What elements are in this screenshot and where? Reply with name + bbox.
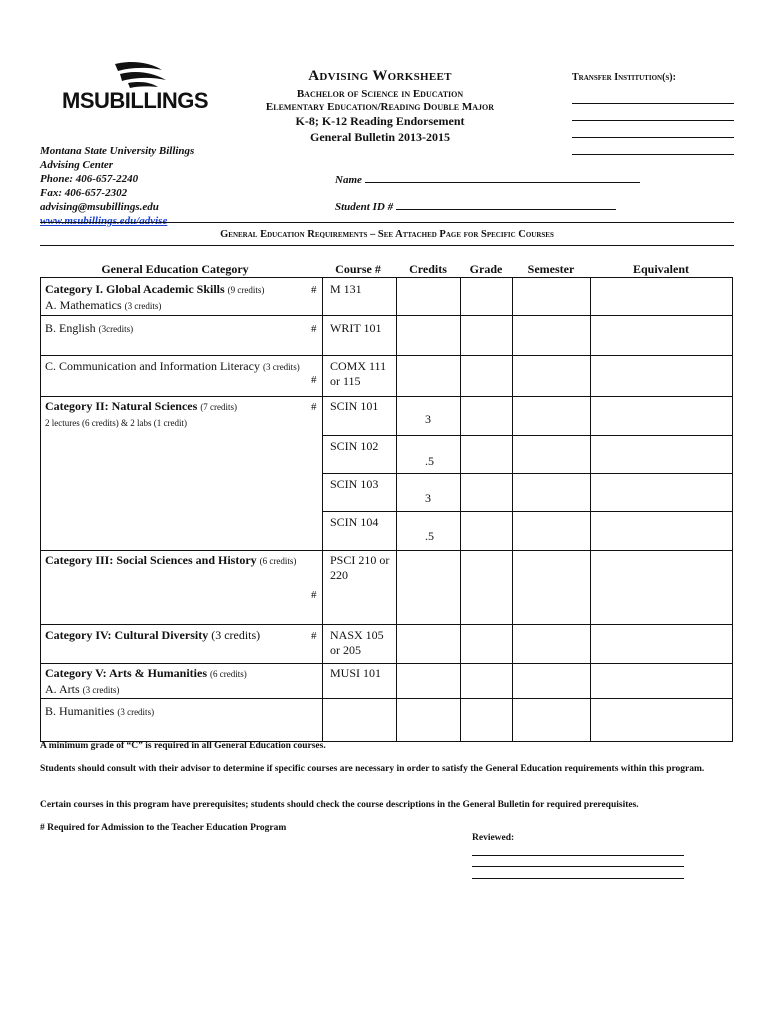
row-divider	[41, 396, 732, 397]
cat1-title: Category I. Global Academic Skills	[45, 282, 225, 296]
reviewed-label: Reviewed:	[472, 833, 515, 843]
title-block	[220, 68, 540, 145]
comm-course-2: or 115	[330, 374, 361, 388]
cat3-credits: (6 credits)	[259, 556, 297, 566]
row-divider	[41, 698, 732, 699]
bulletin-line: General Bulletin 2013-2015	[310, 130, 450, 144]
humanities-cell	[45, 704, 154, 720]
name-field	[335, 173, 640, 186]
col-divider	[590, 278, 591, 741]
cat3-title: Category III: Social Sciences and History	[45, 553, 257, 567]
cat4-course-2: or 205	[330, 643, 361, 657]
name-input-line[interactable]	[365, 173, 640, 183]
math-course: M 131	[330, 282, 362, 296]
col-divider	[512, 278, 513, 741]
english-cell	[45, 321, 133, 337]
reviewed-line[interactable]	[472, 855, 684, 856]
contact-fax: Fax: 406-657-2302	[40, 187, 128, 199]
row-divider	[41, 663, 732, 664]
hash-mark: #	[311, 284, 317, 296]
cat4-credits: (3 credits)	[211, 628, 261, 642]
contact-block	[40, 144, 194, 228]
transfer-line[interactable]	[572, 89, 734, 104]
english-credits: (3credits)	[98, 324, 134, 334]
col-divider	[396, 278, 397, 741]
cat2-cell	[45, 399, 237, 431]
sci3-course: SCIN 103	[330, 477, 379, 491]
note-prereq: Certain courses in this program have prerequisites; students should check the course descriptions in the General Bulletin for required prerequisites.	[40, 800, 639, 810]
contact-center: Advising Center	[40, 159, 114, 171]
transfer-line[interactable]	[572, 123, 734, 138]
math-credits: (3 credits)	[124, 301, 162, 311]
header-course: Course #	[335, 262, 381, 276]
header-semester: Semester	[527, 262, 575, 276]
reviewed-line[interactable]	[472, 878, 684, 879]
cat4-course-1: NASX 105	[330, 628, 384, 642]
contact-email: advising@msubillings.edu	[40, 201, 159, 213]
header-equivalent: Equivalent	[632, 262, 689, 276]
note-admission: # Required for Admission to the Teacher Education Program	[40, 823, 287, 833]
arts-credits: (3 credits)	[82, 685, 120, 695]
degree-line: Bachelor of Science in Education	[296, 88, 464, 100]
page-title: Advising Worksheet	[308, 68, 452, 84]
sci4-course: SCIN 104	[330, 515, 379, 529]
row-divider	[322, 435, 732, 436]
hum-credits: (3 credits)	[117, 707, 155, 717]
endorsement-line: K-8; K-12 Reading Endorsement	[295, 114, 465, 128]
divider	[40, 245, 734, 246]
english-course: WRIT 101	[330, 321, 382, 335]
cat2-desc: 2 lectures (6 credits) & 2 labs (1 credit)	[45, 418, 187, 428]
hum-label: B. Humanities	[45, 704, 115, 718]
row-divider	[41, 624, 732, 625]
transfer-line[interactable]	[572, 140, 734, 155]
sci2-credits: .5	[425, 454, 434, 468]
sci2-course: SCIN 102	[330, 439, 379, 453]
math-label: A. Mathematics	[45, 298, 122, 312]
cat2-title: Category II: Natural Sciences	[45, 399, 198, 413]
cat4-title: Category IV: Cultural Diversity	[45, 628, 209, 642]
hash-mark: #	[311, 374, 317, 386]
comm-cell	[45, 359, 300, 375]
header-grade: Grade	[469, 262, 503, 276]
hash-mark: #	[311, 630, 317, 642]
contact-phone: Phone: 406-657-2240	[40, 173, 139, 185]
cat2-credits: (7 credits)	[200, 402, 238, 412]
section-heading: General Education Requirements – See Attached Page for Specific Courses	[220, 229, 554, 240]
english-label: B. English	[45, 321, 96, 335]
major-line: Elementary Education/Reading Double Major	[265, 101, 495, 113]
arts-course: MUSI 101	[330, 666, 382, 680]
note-min-grade: A minimum grade of “C” is required in all General Education courses.	[40, 741, 326, 751]
cat4-cell	[45, 628, 260, 643]
col-divider	[322, 278, 323, 741]
cat4-course	[330, 628, 384, 658]
note-consult: Students should consult with their advisor to determine if specific courses are necessary in order to satisfy the General Education requirements within this program.	[40, 764, 705, 774]
logo-swoosh-icon	[110, 60, 170, 90]
student-id-field	[335, 200, 616, 213]
sci3-credits: 3	[425, 491, 431, 505]
transfer-institutions	[572, 72, 734, 155]
logo-text: MSUBILLINGS	[62, 88, 209, 113]
row-divider	[322, 473, 732, 474]
comm-course-1: COMX 111	[330, 359, 387, 373]
cat3-course	[330, 553, 389, 583]
comm-course	[330, 359, 386, 389]
student-id-input-line[interactable]	[396, 200, 616, 210]
sci4-credits: .5	[425, 529, 434, 543]
hash-mark: #	[311, 589, 317, 601]
header-category: General Education Category	[101, 262, 249, 276]
hash-mark: #	[311, 401, 317, 413]
cat3-cell	[45, 553, 296, 569]
comm-label: C. Communication and Information Literacy	[45, 359, 260, 373]
sci1-course: SCIN 101	[330, 399, 379, 413]
row-divider	[322, 511, 732, 512]
row-divider	[41, 315, 732, 316]
student-id-label: Student ID #	[335, 201, 394, 213]
cat5-credits: (6 credits)	[210, 669, 247, 679]
header-credits: Credits	[409, 262, 447, 276]
comm-credits: (3 credits)	[262, 362, 300, 372]
arts-label: A. Arts	[45, 682, 80, 696]
contact-web-link[interactable]: www.msubillings.edu/advise	[40, 215, 168, 227]
msu-billings-logo	[62, 60, 212, 112]
hash-mark: #	[311, 323, 317, 335]
contact-org: Montana State University Billings	[40, 145, 195, 157]
cat5-title: Category V: Arts & Humanities	[45, 666, 207, 680]
cat3-course-1: PSCI 210 or	[330, 553, 390, 567]
transfer-label: Transfer Institution(s):	[572, 72, 676, 83]
name-label: Name	[335, 174, 362, 186]
requirements-table	[40, 277, 733, 742]
cat1-cell	[45, 282, 264, 314]
transfer-line[interactable]	[572, 106, 734, 121]
row-divider	[41, 355, 732, 356]
col-divider	[460, 278, 461, 741]
reviewed-line[interactable]	[472, 866, 684, 867]
cat3-course-2: 220	[330, 568, 348, 582]
row-divider	[41, 550, 732, 551]
cat5-cell	[45, 666, 247, 698]
divider	[40, 222, 734, 223]
sci1-credits: 3	[425, 412, 431, 426]
cat1-credits: (9 credits)	[227, 285, 265, 295]
